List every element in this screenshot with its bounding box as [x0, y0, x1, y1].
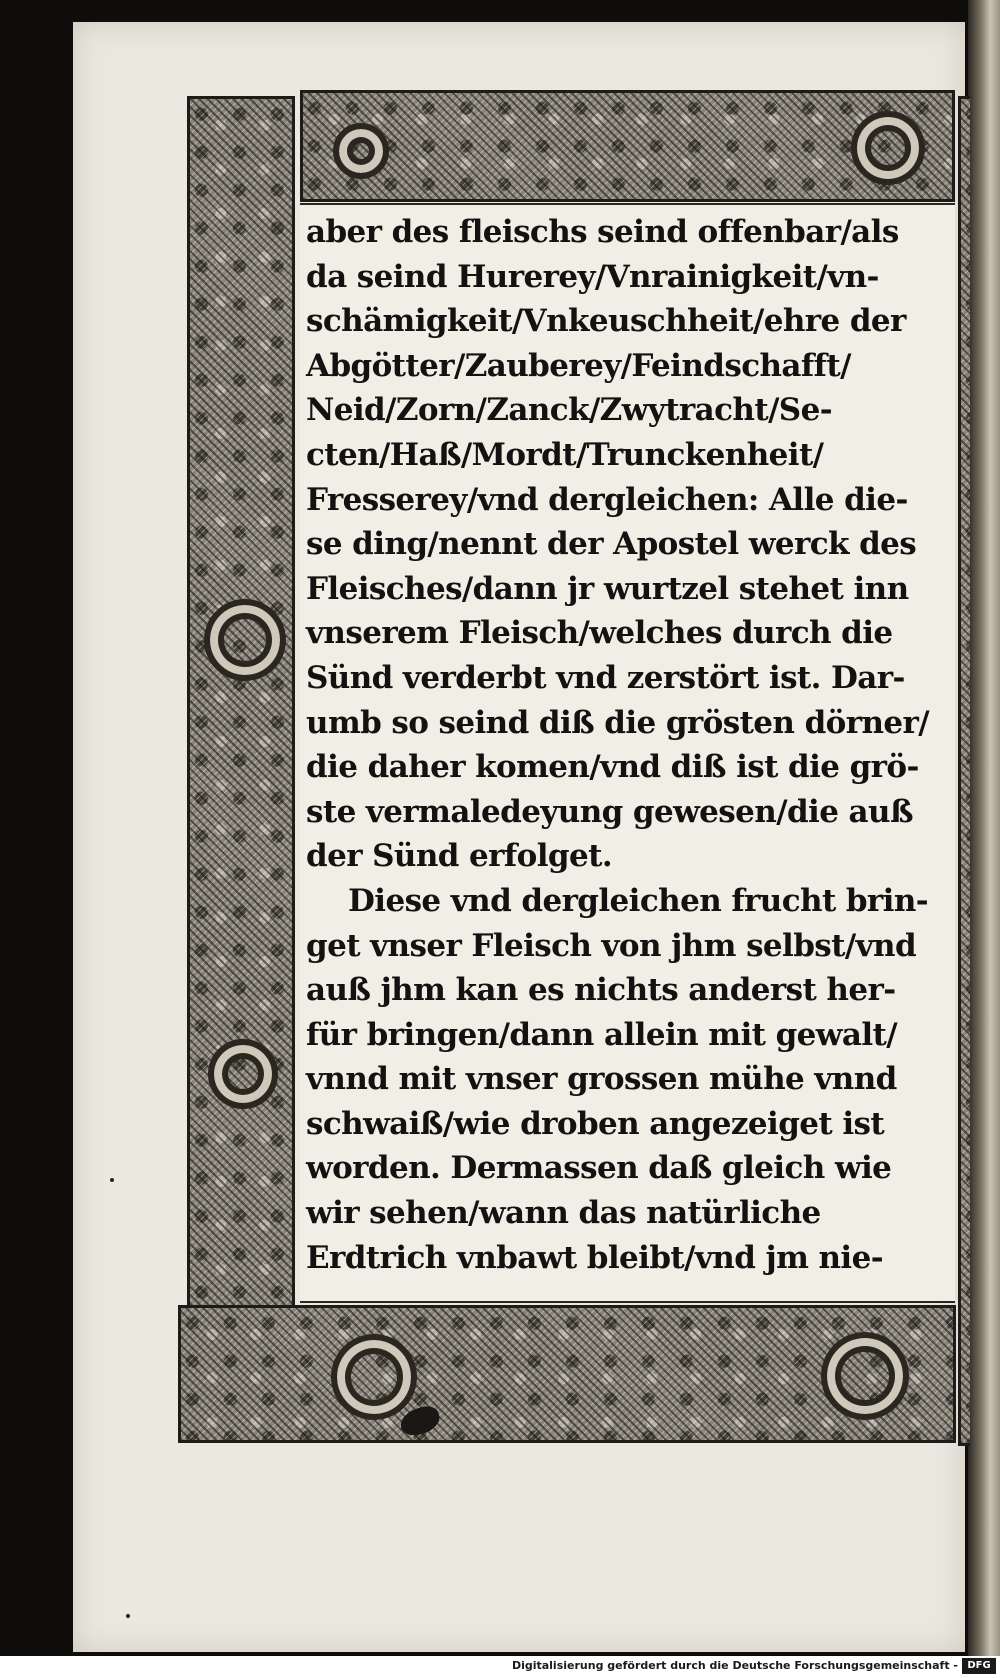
text-line: die daher komen/vnd diß ist die grö- — [306, 749, 919, 786]
text-line: für bringen/dann allein mit gewalt/ — [306, 1016, 897, 1053]
ink-speck — [110, 1178, 114, 1182]
ornament-spiral — [821, 1332, 909, 1420]
text-line: Abgötter/Zauberey/Feindschafft/ — [306, 347, 851, 384]
woodcut-border-top — [300, 90, 955, 202]
ornament-spiral — [851, 111, 925, 185]
text-line: aber des fleischs seind offenbar/als — [306, 214, 899, 250]
text-line: Sünd verderbt vnd zerstört ist. Dar- — [306, 659, 905, 696]
ornament-spiral — [331, 1334, 417, 1420]
text-line: schämigkeit/Vnkeuschheit/ehre der — [306, 303, 906, 340]
ornament-spiral — [204, 599, 286, 681]
woodcut-border-left — [187, 96, 295, 1316]
text-line: Fleisches/dann jr wurtzel stehet inn — [306, 570, 909, 607]
body-text — [306, 210, 954, 1280]
text-line: wir sehen/wann das natürliche — [306, 1195, 821, 1232]
text-line: se ding/nennt der Apostel werck des — [306, 526, 917, 563]
text-line: umb so seind diß die grösten dörner/ — [306, 704, 929, 741]
ink-speck — [126, 1614, 130, 1618]
text-line: Erdtrich vnbawt bleibt/vnd jm nie- — [306, 1239, 883, 1276]
text-line: cten/Haß/Mordt/Trunckenheit/ — [306, 436, 824, 473]
text-line: get vnser Fleisch von jhm selbst/vnd — [306, 927, 917, 964]
text-line: auß jhm kan es nichts anderst her- — [306, 972, 896, 1009]
text-line: worden. Dermassen daß gleich wie — [306, 1150, 892, 1187]
woodcut-border-right — [958, 96, 970, 1446]
ornament-spiral — [333, 123, 389, 179]
text-line: der Sünd erfolget. — [306, 838, 613, 875]
text-line: Diese vnd dergleichen frucht brin- — [348, 882, 929, 919]
woodcut-border-bottom — [178, 1305, 956, 1443]
text-line: vnserem Fleisch/welches durch die — [306, 615, 893, 652]
text-line: Fresserey/vnd dergleichen: Alle die- — [306, 481, 908, 518]
text-line: ste vermaledeyung gewesen/die auß — [306, 793, 913, 830]
text-line: da seind Hurerey/Vnrainigkeit/vn- — [306, 258, 879, 295]
text-line: schwaiß/wie droben angezeiget ist — [306, 1105, 885, 1142]
text-line: Neid/Zorn/Zanck/Zwytracht/Se- — [306, 392, 832, 429]
dfg-logo: DFG — [962, 1658, 996, 1674]
ornament-spiral — [208, 1039, 278, 1109]
next-page-edge — [968, 0, 1000, 1678]
funding-notice: Digitalisierung gefördert durch die Deutsche Forschungsgemeinschaft - — [511, 1659, 958, 1672]
text-line: vnnd mit vnser grossen mühe vnnd — [306, 1061, 897, 1098]
